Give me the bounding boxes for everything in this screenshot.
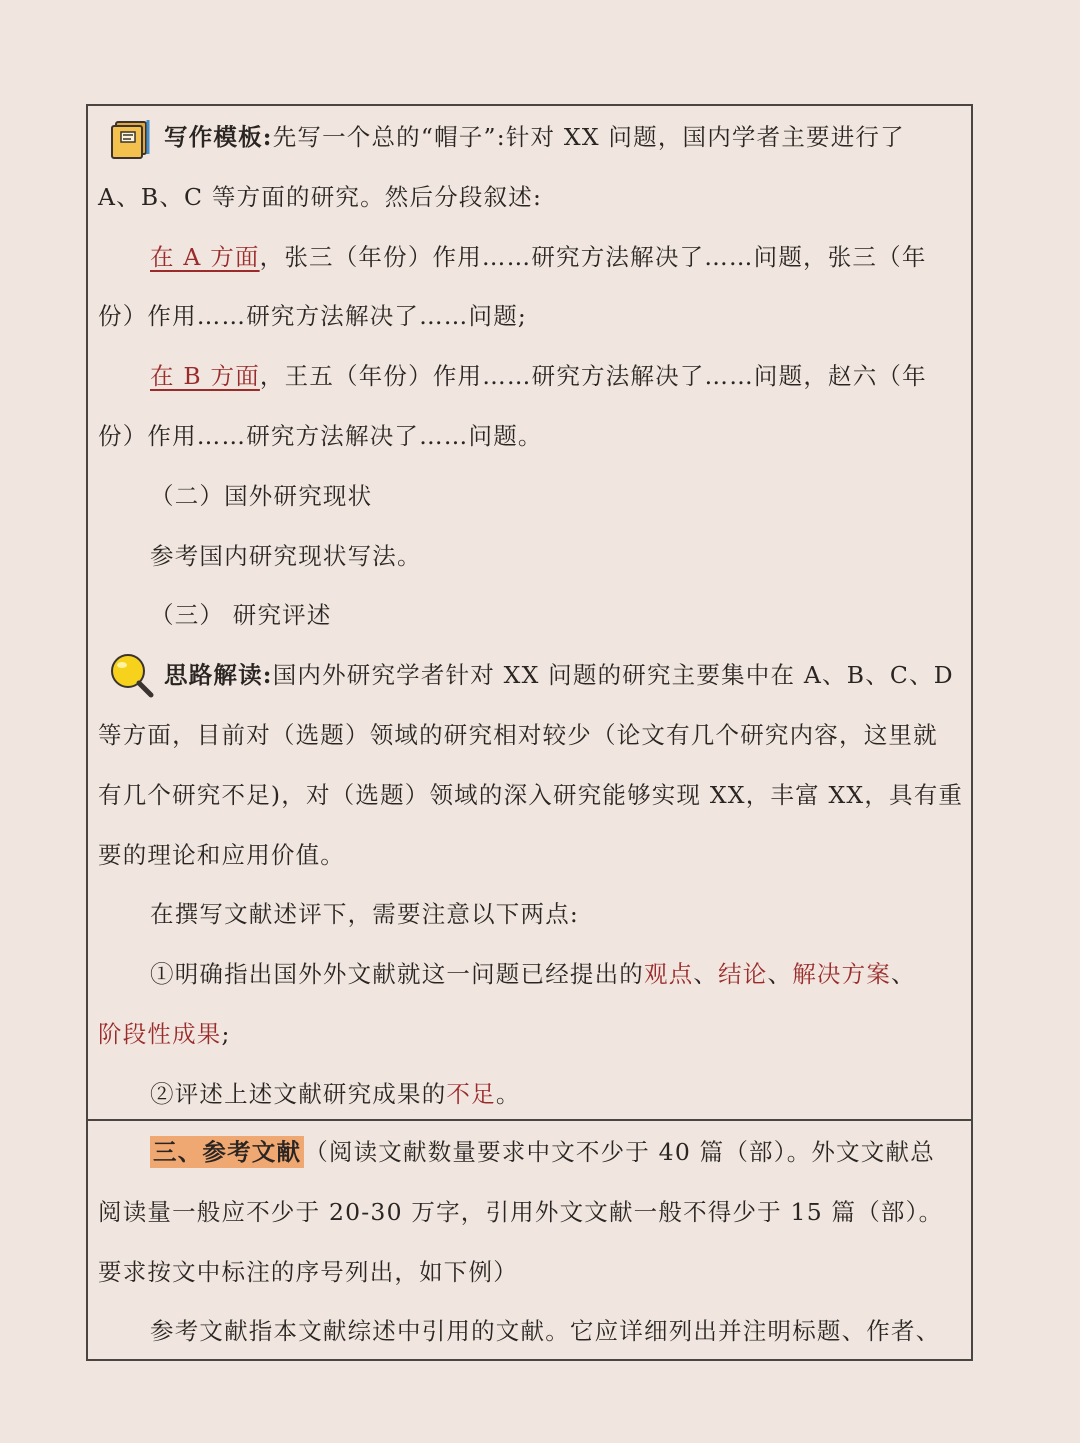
point-1-stage-results: 阶段性成果 [98,1019,222,1048]
idea-text: 国内外研究学者针对 XX 问题的研究主要集中在 A、B、C、D [272,661,954,690]
aspect-b-line [98,347,961,407]
heading-foreign-status: （二）国外研究现状 [150,481,373,510]
point-1-sep-2: 、 [767,960,793,989]
aspect-b-text: ，王五（年份）作用……研究方法解决了……问题，赵六（年 [259,362,927,391]
point-2-text: ②评述上述文献研究成果的 [150,1079,447,1108]
point-1-sep-3: 、 [891,960,916,989]
aspect-b-continuation: 份）作用……研究方法解决了……问题。 [98,421,543,450]
idea-label: 思路解读: [164,661,273,690]
point-1-viewpoint: 观点 [644,960,694,989]
point-1-sep-1: 、 [693,960,719,989]
foreign-reference-note: 参考国内研究现状写法。 [150,541,422,570]
references-section [86,1119,973,1361]
template-continuation: A、B、C 等方面的研究。然后分段叙述: [98,182,543,211]
template-label: 写作模板: [164,123,273,151]
template-text: 先写一个总的“帽子”:针对 XX 问题，国内学者主要进行了 [272,123,905,151]
aspect-a-text: ，张三（年份）作用……研究方法解决了……问题，张三（年 [259,242,927,271]
aspect-a-line [98,228,961,288]
note-intro: 在撰写文献述评下，需要注意以下两点: [150,900,580,929]
point-2-shortcoming: 不足 [446,1079,496,1108]
idea-continuation-1: 等方面，目前对（选题）领域的研究相对较少（论文有几个研究内容，这里就 [98,720,938,749]
references-continuation-2: 要求按文中标注的序号列出，如下例） [98,1257,518,1286]
point-1-end: ; [221,1019,231,1048]
point-1-text: ①明确指出国外外文献就这一问题已经提出的 [150,960,644,989]
aspect-b-label: 在 B 方面 [150,362,260,391]
point-1-line [98,945,961,1005]
references-heading: 三、参考文献 [150,1136,304,1168]
idea-line [98,646,961,706]
point-2-line [98,1065,961,1125]
references-heading-line [98,1123,961,1183]
references-requirement: （阅读文献数量要求中文不少于 40 篇（部）。外文文献总 [304,1138,935,1166]
heading-research-review: （三） 研究评述 [150,601,332,630]
magnifier-icon [108,652,156,698]
book-icon [108,114,156,160]
template-section [86,104,973,1121]
point-2-end: 。 [495,1079,521,1108]
point-1-solution: 解决方案 [792,960,892,989]
references-continuation-1: 阅读量一般应不少于 20-30 万字，引用外文文献一般不得少于 15 篇（部）。 [98,1197,944,1226]
point-1-conclusion: 结论 [718,960,768,989]
point-1-continuation [98,1005,961,1065]
template-line [98,108,961,168]
aspect-a-continuation: 份）作用……研究方法解决了……问题; [98,302,528,331]
idea-continuation-3: 要的理论和应用价值。 [98,840,345,869]
references-definition: 参考文献指本文献综述中引用的文献。它应详细列出并注明标题、作者、 [150,1317,941,1346]
aspect-a-label: 在 A 方面 [150,242,260,271]
idea-continuation-2: 有几个研究不足)，对（选题）领域的深入研究能够实现 XX，丰富 XX，具有重 [98,780,964,809]
